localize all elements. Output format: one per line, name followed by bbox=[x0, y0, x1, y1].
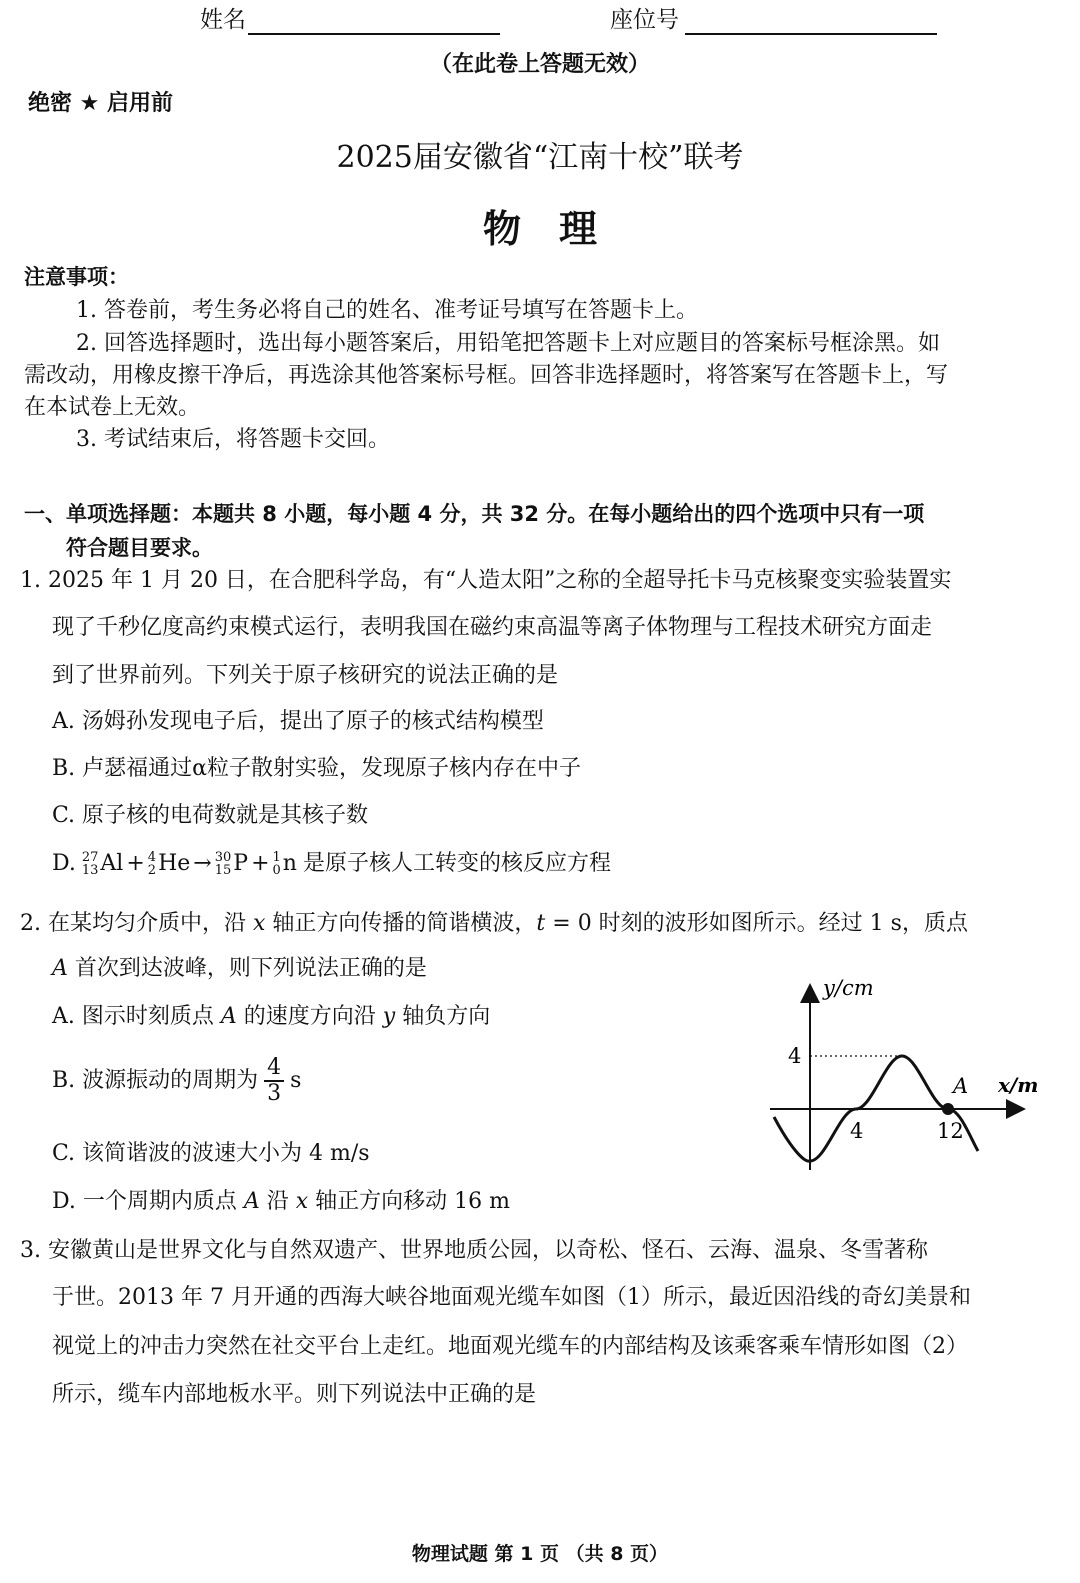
q3-stem-line-3: 视觉上的冲击力突然在社交平台上走红。地面观光缆车的内部结构及该乘客乘车情形如图（2） bbox=[52, 1334, 969, 1359]
nuclide-n: 1 0 n bbox=[272, 850, 297, 878]
q2-option-a: A. 图示时刻质点 A 的速度方向沿 y 轴负方向 bbox=[52, 1004, 491, 1029]
section-1-heading-cont: 符合题目要求。 bbox=[66, 536, 213, 560]
q3-stem-line-1: 3. 安徽黄山是世界文化与自然双遗产、世界地质公园，以奇松、怪石、云海、温泉、冬雪著称 bbox=[20, 1238, 928, 1263]
point-a-label: A bbox=[953, 1074, 969, 1098]
note-2-line-3: 在本试卷上无效。 bbox=[24, 395, 201, 420]
plus-sign: + bbox=[126, 851, 145, 876]
note-1: 1. 答卷前，考生务必将自己的姓名、准考证号填写在答题卡上。 bbox=[76, 298, 698, 323]
q1-option-c: C. 原子核的电荷数就是其核子数 bbox=[52, 803, 369, 828]
q1-option-d bbox=[52, 850, 611, 878]
q2-option-d: D. 一个周期内质点 A 沿 x 轴正方向移动 16 m bbox=[52, 1189, 511, 1214]
y-axis-label: y/cm bbox=[823, 976, 874, 1000]
q2-stem-line-2: A 首次到达波峰，则下列说法正确的是 bbox=[52, 956, 427, 981]
tick-label-12: 12 bbox=[937, 1119, 964, 1143]
note-3: 3. 考试结束后，将答题卡交回。 bbox=[76, 427, 390, 452]
q2-option-b: B. 波源振动的周期为 $\frac{4}{3}$ s bbox=[52, 1055, 302, 1106]
period-fraction: $\frac{4}{3}$ bbox=[264, 1056, 284, 1106]
note-2-line-1: 2. 回答选择题时，选出每小题答案后，用铅笔把答题卡上对应题目的答案标号框涂黑。如 bbox=[76, 331, 940, 356]
seat-label: 座位号 bbox=[610, 7, 679, 33]
secret-mark: 绝密 ★ 启用前 bbox=[28, 91, 174, 116]
q1-option-d-label: D. bbox=[52, 851, 76, 876]
tick-label-4: 4 bbox=[850, 1119, 864, 1143]
seat-field-line[interactable] bbox=[685, 33, 937, 35]
subject-title: 物 理 bbox=[482, 206, 597, 251]
nuclide-al: 27 13 Al bbox=[81, 850, 124, 878]
exam-title: 2025届安徽省“江南十校”联考 bbox=[336, 140, 744, 175]
q1-option-d-text: 是原子核人工转变的核反应方程 bbox=[302, 851, 611, 876]
plus-sign: + bbox=[251, 851, 270, 876]
nuclear-equation bbox=[82, 850, 297, 878]
nuclide-he: 4 2 He bbox=[147, 850, 191, 878]
q3-stem-line-2: 于世。2013 年 7 月开通的西海大峡谷地面观光缆车如图（1）所示，最近因沿线的奇幻美景和 bbox=[52, 1285, 971, 1310]
wave-graph bbox=[760, 975, 1060, 1180]
q1-stem-line-2: 现了千秒亿度高约束模式运行，表明我国在磁约束高温等离子体物理与工程技术研究方面走 bbox=[52, 615, 933, 640]
name-label: 姓名 bbox=[200, 7, 246, 33]
reaction-arrow: → bbox=[193, 851, 212, 876]
point-a-marker bbox=[942, 1103, 954, 1115]
q3-stem-line-4: 所示，缆车内部地板水平。则下列说法中正确的是 bbox=[52, 1382, 537, 1407]
page-footer: 物理试题 第 1 页 （共 8 页） bbox=[411, 1543, 669, 1565]
q2-option-c: C. 该简谐波的波速大小为 4 m/s bbox=[52, 1141, 370, 1166]
q2-stem-line-1: 2. 在某均匀介质中，沿 x 轴正方向传播的简谐横波，t = 0 时刻的波形如图所示。经过 1 s，质点 bbox=[20, 911, 968, 936]
amplitude-label: 4 bbox=[788, 1044, 802, 1068]
notes-heading: 注意事项： bbox=[24, 265, 129, 289]
q1-stem-line-1: 1. 2025 年 1 月 20 日，在合肥科学岛，有“人造太阳”之称的全超导托卡马克核聚变实验装置实 bbox=[20, 568, 952, 593]
nuclide-p: 30 15 P bbox=[214, 850, 249, 878]
name-field-line[interactable] bbox=[248, 33, 500, 35]
invalid-note: （在此卷上答题无效） bbox=[429, 52, 650, 77]
x-axis-label: x/m bbox=[998, 1073, 1039, 1097]
q1-option-a: A. 汤姆孙发现电子后，提出了原子的核式结构模型 bbox=[52, 709, 544, 734]
note-2-line-2: 需改动，用橡皮擦干净后，再选涂其他答案标号框。回答非选择题时，将答案写在答题卡上，写 bbox=[24, 363, 949, 388]
q1-stem-line-3: 到了世界前列。下列关于原子核研究的说法正确的是 bbox=[52, 663, 559, 688]
section-1-heading: 一、单项选择题：本题共 8 小题，每小题 4 分，共 32 分。在每小题给出的四个选项中只有一项 bbox=[24, 502, 925, 526]
q1-option-b: B. 卢瑟福通过α粒子散射实验，发现原子核内存在中子 bbox=[52, 756, 582, 781]
